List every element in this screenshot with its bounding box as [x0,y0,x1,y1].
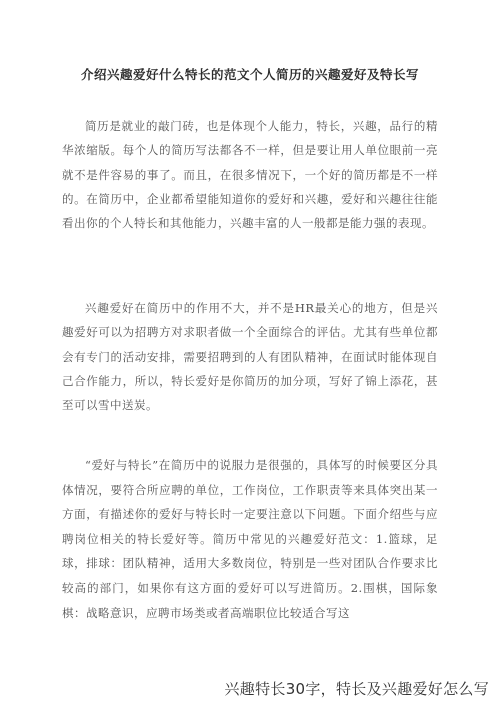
paragraph-1: 简历是就业的敲门砖，也是体现个人能力，特长，兴趣，品行的精华浓缩版。每个人的简历写法都各不一样，但是要让用人单位眼前一亮就不是件容易的事了。而且，在很多情况下，一个好的简历都是不一样的。在简历中，企业都希望能知道你的爱好和兴趣，爱好和兴趣往往能看出你的个人特长和其他能力，兴趣丰富的人一般都是能力强的表现。 [62,119,438,231]
paragraph-2: 兴趣爱好在简历中的作用不大，并不是HR最关心的地方，但是兴趣爱好可以为招聘方对求职者做一个全面综合的评估。尤其有些单位都会有专门的活动安排，需要招聘到的人有团队精神，在面试时能体现自己合作能力，所以，特长爱好是你简历的加分项，写好了锦上添花，甚至可以雪中送炭。 [62,301,438,413]
paragraph-3: “爱好与特长”在简历中的说服力是很强的，具体写的时候要区分具体情况，要符合所应聘的单位，工作岗位，工作职责等来具体突出某一方面，有描述你的爱好与特长时一定要注意以下问题。下面介绍些与应聘岗位相关的特长爱好等。简历中常见的兴趣爱好范文：1.篮球，足球，排球：团队精神，适用大多数岗位，特别是一些对团队合作要求比较高的部门，如果你有这方面的爱好可以写进简历。2.围棋，国际象棋：战略意识，应聘市场类或者高端职位比较适合写这 [62,458,438,620]
document-title: 介绍兴趣爱好什么特长的范文个人简历的兴趣爱好及特长写 [80,67,419,82]
caption-watermark: 兴趣特长30字，特长及兴趣爱好怎么写 [222,677,493,700]
